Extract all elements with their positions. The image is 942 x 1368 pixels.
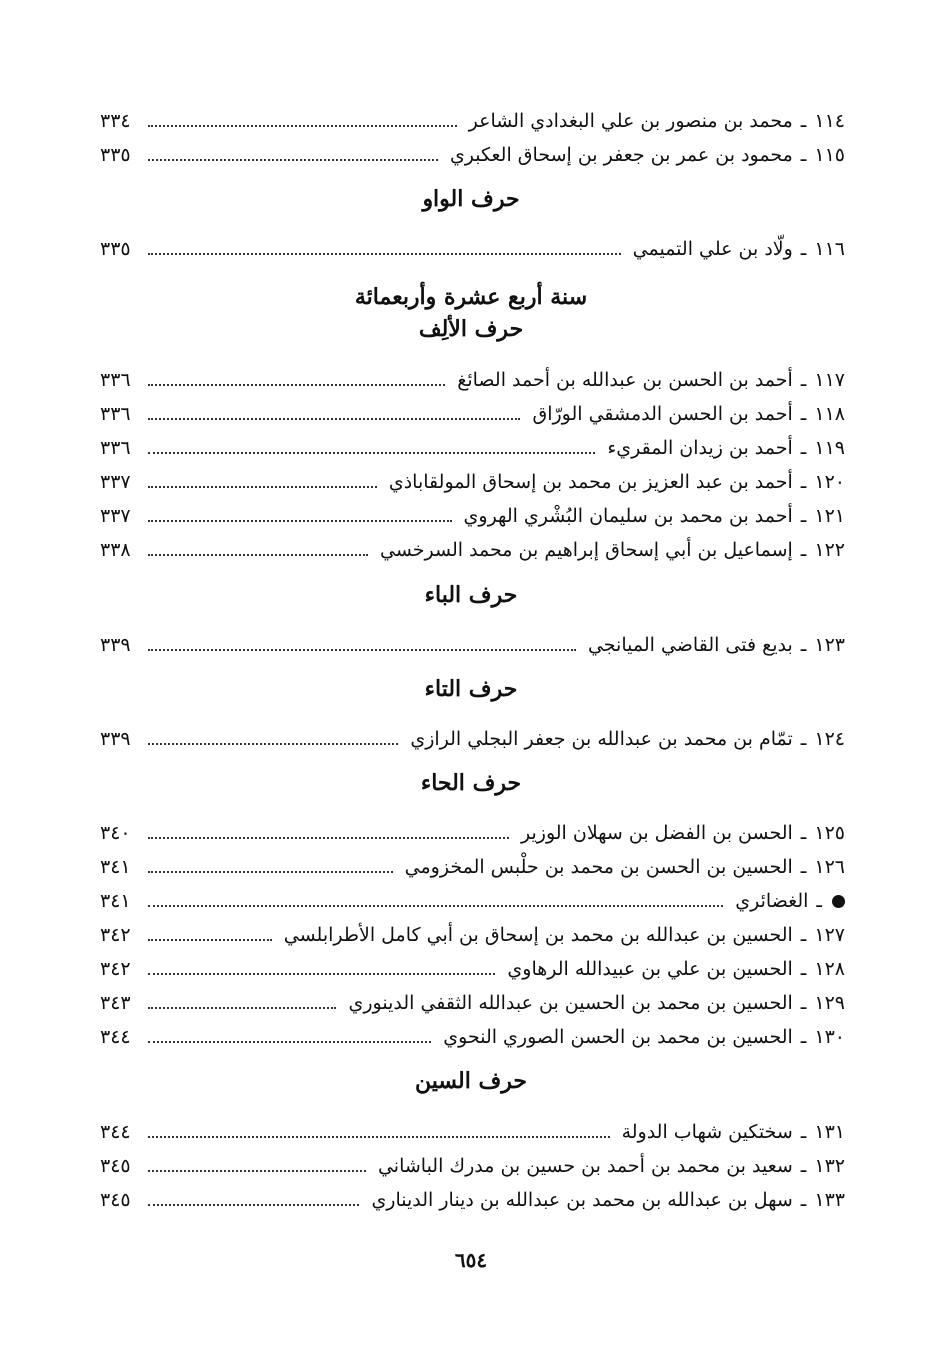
section-heading-alif: حرف الألِف	[418, 316, 524, 342]
entry-separator: ـ	[800, 992, 807, 1014]
section-heading-waw: حرف الواو	[422, 186, 520, 212]
index-entry-118	[100, 397, 845, 431]
dot-leader	[148, 1136, 610, 1138]
section-heading-sin: حرف السين	[414, 1068, 528, 1094]
entry-number: ١٢٦	[814, 856, 845, 878]
entry-number: ١٢٩	[814, 992, 845, 1014]
dot-leader	[148, 159, 438, 161]
entry-separator: ـ	[800, 238, 807, 260]
entry-page-number: ٣٣٦	[100, 403, 131, 425]
index-entry-120	[100, 465, 845, 499]
entry-separator: ـ	[800, 1155, 807, 1177]
index-entry-131	[100, 1115, 845, 1149]
entry-separator: ـ	[800, 1026, 807, 1048]
dot-leader	[148, 253, 621, 255]
entry-number: ١٢٧	[814, 924, 845, 946]
entry-name: أحمد بن الحسن الدمشقي الورّاق	[532, 403, 793, 425]
entry-page-number: ٣٣٦	[100, 437, 131, 459]
entry-number: ١٢٠	[814, 471, 845, 493]
dot-leader	[148, 520, 452, 522]
index-entry-117	[100, 363, 845, 397]
dot-leader	[148, 1170, 366, 1172]
entry-name: الحسن بن الفضل بن سهلان الوزير	[521, 822, 793, 844]
dot-leader	[148, 973, 495, 975]
entry-page-number: ٣٣٧	[100, 471, 131, 493]
index-entry-119	[100, 431, 845, 465]
entry-name: الحسين بن عبدالله بن محمد بن إسحاق بن أبي كامل الأطرابلسي	[283, 924, 793, 946]
entry-separator: ـ	[800, 437, 807, 459]
entry-number: ١٣٠	[814, 1026, 845, 1048]
entry-separator: ـ	[800, 1121, 807, 1143]
entry-separator: ـ	[816, 890, 822, 912]
dot-leader	[148, 1204, 359, 1206]
entry-separator: ـ	[800, 856, 807, 878]
entry-page-number: ٣٣٦	[100, 369, 131, 391]
entry-name: تمّام بن محمد بن عبدالله بن جعفر البجلي الرازي	[410, 728, 793, 750]
entry-separator: ـ	[800, 1189, 807, 1211]
section-heading-ta: حرف التاء	[424, 676, 518, 702]
entry-separator: ـ	[800, 958, 807, 980]
index-entry-121	[100, 499, 845, 533]
dot-leader	[148, 1041, 431, 1043]
entry-name: الحسين بن علي بن عبيدالله الرهاوي	[507, 958, 793, 980]
entry-number: ١١٨	[814, 403, 845, 425]
dot-leader	[148, 554, 368, 556]
dot-leader	[148, 837, 509, 839]
year-heading: سنة أربع عشرة وأربعمائة	[354, 284, 588, 310]
entry-name: محمود بن عمر بن جعفر بن إسحاق العكبري	[449, 144, 793, 166]
entry-page-number: ٣٣٥	[100, 238, 131, 260]
entry-page-number: ٣٤٢	[100, 924, 131, 946]
entry-number: ١٢٣	[814, 634, 845, 656]
index-entry-125	[100, 816, 845, 850]
entry-number: ١١٥	[814, 144, 845, 166]
dot-leader	[148, 905, 723, 907]
entry-number: ١٣١	[814, 1121, 845, 1143]
entry-page-number: ٣٣٤	[100, 110, 131, 132]
entry-number: ١٢٥	[814, 822, 845, 844]
bullet-icon	[832, 895, 845, 908]
entry-name: أحمد بن الحسن بن عبدالله بن أحمد الصائغ	[457, 369, 793, 391]
dot-leader	[148, 418, 520, 420]
entry-name: الحسين بن الحسن بن محمد بن حلْبس المخزومي	[404, 856, 793, 878]
entry-page-number: ٣٤٣	[100, 992, 131, 1014]
entry-name: أحمد بن محمد بن سليمان البُشْري الهروي	[463, 505, 793, 527]
entry-separator: ـ	[800, 471, 807, 493]
entry-name: سهل بن عبدالله بن محمد بن عبدالله بن دينار الديناري	[371, 1189, 793, 1211]
entry-name: سعيد بن محمد بن أحمد بن حسين بن مدرك الباشاني	[377, 1155, 793, 1177]
entry-page-number: ٣٤٤	[100, 1121, 131, 1143]
entry-page-number: ٣٣٨	[100, 539, 131, 561]
entry-number: ١٢٤	[814, 728, 845, 750]
entry-name: الحسين بن محمد بن الحسين بن عبدالله الثقفي الدينوري	[348, 992, 793, 1014]
entry-name: ولّاد بن علي التميمي	[632, 238, 793, 260]
entry-number: ١١٤	[814, 110, 845, 132]
entry-name: سختكين شهاب الدولة	[621, 1121, 793, 1143]
dot-leader	[148, 125, 457, 127]
entry-number: ١١٩	[814, 437, 845, 459]
index-entry-123	[100, 628, 845, 662]
entry-separator: ـ	[800, 144, 807, 166]
entry-number: ١٣٣	[814, 1189, 845, 1211]
dot-leader	[148, 452, 595, 454]
entry-name: بديع فتى القاضي الميانجي	[587, 634, 793, 656]
entry-page-number: ٣٣٩	[100, 634, 131, 656]
entry-separator: ـ	[800, 924, 807, 946]
entry-name: أحمد بن عبد العزيز بن محمد بن إسحاق المولقاباذي	[388, 471, 793, 493]
entry-page-number: ٣٣٩	[100, 728, 131, 750]
index-entry-124	[100, 722, 845, 756]
section-heading-ha: حرف الحاء	[420, 770, 522, 796]
entry-separator: ـ	[800, 539, 807, 561]
entry-separator: ـ	[800, 634, 807, 656]
index-entry-bullet	[100, 884, 845, 918]
entry-separator: ـ	[800, 728, 807, 750]
index-entry-130	[100, 1020, 845, 1054]
dot-leader	[148, 486, 377, 488]
index-entry-129	[100, 986, 845, 1020]
entry-separator: ـ	[800, 403, 807, 425]
entry-number: ١٢١	[814, 505, 845, 527]
index-entry-126	[100, 850, 845, 884]
entry-page-number: ٣٣٧	[100, 505, 131, 527]
index-entry-128	[100, 952, 845, 986]
entry-number: ١٢٢	[814, 539, 845, 561]
index-entry-114	[100, 104, 845, 138]
entry-page-number: ٣٤١	[100, 856, 131, 878]
section-heading-ba: حرف الباء	[424, 582, 518, 608]
entry-separator: ـ	[800, 505, 807, 527]
entry-number: ١١٧	[814, 369, 845, 391]
entry-name: الغضائري	[735, 890, 809, 912]
dot-leader	[148, 649, 576, 651]
entry-page-number: ٣٤٤	[100, 1026, 131, 1048]
entry-number: ١٣٢	[814, 1155, 845, 1177]
page-folio-number: ٦٥٤	[454, 1248, 488, 1272]
dot-leader	[148, 871, 393, 873]
dot-leader	[148, 939, 272, 941]
entry-name: إسماعيل بن أبي إسحاق إبراهيم بن محمد السرخسي	[380, 539, 793, 561]
index-entry-133	[100, 1183, 845, 1217]
index-entry-122	[100, 533, 845, 567]
index-entry-127	[100, 918, 845, 952]
entry-page-number: ٣٣٥	[100, 144, 131, 166]
entry-page-number: ٣٤٥	[100, 1189, 131, 1211]
entry-name: أحمد بن زيدان المقريء	[607, 437, 793, 459]
entry-number: ١٢٨	[814, 958, 845, 980]
entry-page-number: ٣٤٠	[100, 822, 131, 844]
index-entry-132	[100, 1149, 845, 1183]
entry-separator: ـ	[800, 822, 807, 844]
index-entry-116	[100, 232, 845, 266]
entry-page-number: ٣٤١	[100, 890, 131, 912]
entry-name: محمد بن منصور بن علي البغدادي الشاعر	[468, 110, 793, 132]
dot-leader	[148, 1007, 336, 1009]
entry-page-number: ٣٤٢	[100, 958, 131, 980]
entry-separator: ـ	[800, 369, 807, 391]
entry-separator: ـ	[800, 110, 807, 132]
entry-name: الحسين بن محمد بن الحسن الصوري النحوي	[443, 1026, 793, 1048]
entry-page-number: ٣٤٥	[100, 1155, 131, 1177]
dot-leader	[148, 743, 398, 745]
index-entry-115	[100, 138, 845, 172]
dot-leader	[148, 384, 445, 386]
entry-number: ١١٦	[814, 238, 845, 260]
